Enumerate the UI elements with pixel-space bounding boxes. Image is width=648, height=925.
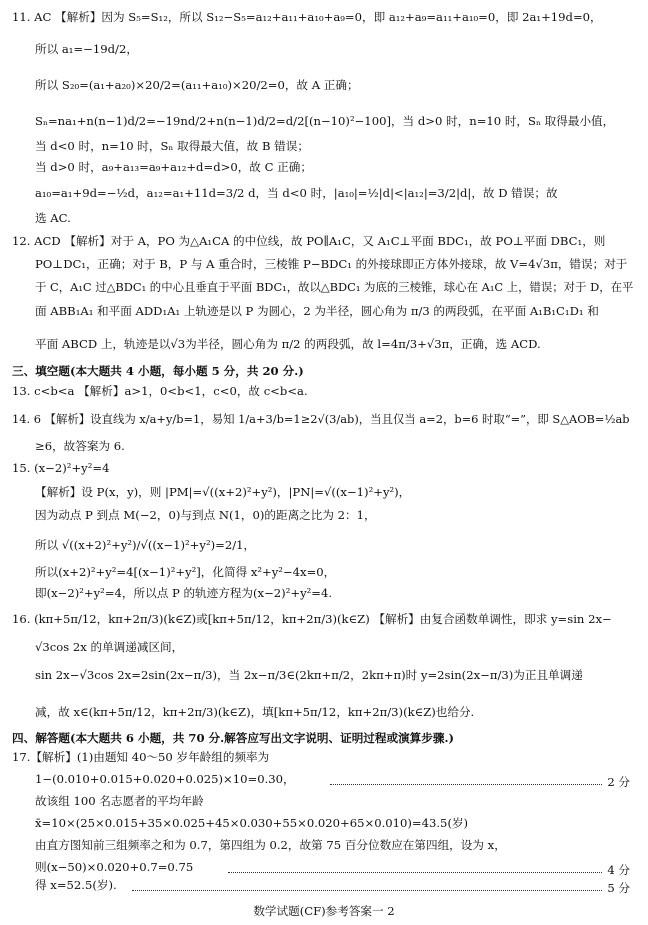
dotted-leader — [228, 872, 602, 873]
text-line: a₁₀=a₁+9d=−½d，a₁₂=a₁+11d=3/2 d，当 d<0 时，|a₁₀|=½|d|<|a₁₂|=3/2|d|，故 D 错误；故 — [35, 186, 558, 200]
text-line: 所以(x+2)²+y²=4[(x−1)²+y²]，化简得 x²+y²−4x=0， — [35, 565, 336, 579]
text-line: 17.【解析】(1)由题知 40～50 岁年龄组的频率为 — [12, 750, 270, 764]
text-line: Sₙ=na₁+n(n−1)d/2=−19nd/2+n(n−1)d/2=d/2[(n−10)²−100]，当 d>0 时，n=10 时，Sₙ 取得最小值， — [35, 114, 615, 128]
text-line: 减，故 x∈(kπ+5π/12，kπ+2π/3)(k∈Z)，填[kπ+5π/12，kπ+2π/3)(k∈Z)也给分. — [35, 705, 475, 719]
text-line: 得 x=52.5(岁). — [35, 878, 117, 892]
score-label: 4 分 — [607, 863, 630, 877]
page-footer: 数学试题(CF)参考答案一 2 — [253, 904, 395, 918]
text-line: 面 ABB₁A₁ 和平面 ADD₁A₁ 上轨迹是以 P 为圆心，2 为半径，圆心角为 π/3 的两段弧，在平面 A₁B₁C₁D₁ 和 — [35, 304, 599, 318]
text-line: 即(x−2)²+y²=4，所以点 P 的轨迹方程为(x−2)²+y²=4. — [35, 586, 333, 600]
text-line: 16. (kπ+5π/12，kπ+2π/3)(k∈Z)或[kπ+5π/12，kπ+2π/3)(k∈Z) 【解析】由复合函数单调性，即求 y=sin 2x− — [12, 612, 612, 626]
dotted-leader — [132, 890, 602, 891]
text-line: 则(x−50)×0.020+0.7=0.75 — [35, 860, 194, 874]
text-line: PO⊥DC₁，正确；对于 B，P 与 A 重合时，三棱锥 P−BDC₁ 的外接球即正方体外接球，故 V=4√3π，错误；对于 — [35, 257, 628, 271]
text-line: 14. 6 【解析】设直线为 x/a+y/b=1，易知 1/a+3/b=1≥2√(3/ab)，当且仅当 a=2，b=6 时取“=”，即 S△AOB=½ab — [12, 412, 630, 426]
text-line: ≥6，故答案为 6. — [35, 439, 125, 453]
text-line: 15. (x−2)²+y²=4 — [12, 461, 110, 475]
text-line: 由直方图知前三组频率之和为 0.7，第四组为 0.2，故第 75 百分位数应在第四组，设为 x， — [35, 838, 506, 852]
text-line: 于 C，A₁C 过△BDC₁ 的中心且垂直于平面 BDC₁，故以△BDC₁ 为底的三棱锥，球心在 A₁C 上，错误；对于 D，在平 — [35, 280, 634, 294]
text-line: sin 2x−√3cos 2x=2sin(2x−π/3)，当 2x−π/3∈(2kπ+π/2，2kπ+π)时 y=2sin(2x−π/3)为正且单调递 — [35, 668, 583, 682]
text-line: 12. ACD 【解析】对于 A，PO 为△A₁CA 的中位线，故 PO∥A₁C，又 A₁C⊥平面 BDC₁，故 PO⊥平面 DBC₁，则 — [12, 234, 606, 248]
section-heading: 四、解答题(本大题共 6 小题，共 70 分.解答应写出文字说明、证明过程或演算步骤.) — [12, 731, 454, 745]
score-label: 5 分 — [607, 881, 630, 895]
text-line: 1−(0.010+0.015+0.020+0.025)×10=0.30， — [35, 772, 295, 786]
text-line: 11. AC 【解析】因为 S₅=S₁₂，所以 S₁₂−S₅=a₁₂+a₁₁+a₁₀+a₉=0，即 a₁₂+a₉=a₁₁+a₁₀=0，即 2a₁+19d=0， — [12, 10, 602, 24]
text-line: 所以 S₂₀=(a₁+a₂₀)×20/2=(a₁₁+a₁₀)×20/2=0，故 A 正确； — [35, 78, 359, 92]
text-line: 选 AC. — [35, 211, 71, 225]
section-heading: 三、填空题(本大题共 4 小题，每小题 5 分，共 20 分.) — [12, 364, 304, 378]
text-line: 所以 a₁=−19d/2， — [35, 42, 138, 56]
text-line: 【解析】设 P(x，y)，则 |PM|=√((x+2)²+y²)，|PN|=√((x−1)²+y²)， — [35, 485, 411, 499]
dotted-leader — [330, 784, 602, 785]
text-line: 故该组 100 名志愿者的平均年龄 — [35, 794, 204, 808]
score-label: 2 分 — [607, 775, 630, 789]
text-line: 当 d>0 时，a₉+a₁₃=a₉+a₁₂+d=d>0，故 C 正确； — [35, 160, 312, 174]
text-line: 平面 ABCD 上，轨迹是以√3为半径，圆心角为 π/2 的两段弧，故 l=4π/3+√3π，正确，选 ACD. — [35, 337, 541, 351]
text-line: 13. c<b<a 【解析】a>1，0<b<1，c<0，故 c<b<a. — [12, 384, 308, 398]
text-line: 所以 √((x+2)²+y²)/√((x−1)²+y²)=2/1， — [35, 538, 256, 552]
text-line: √3cos 2x 的单调递减区间， — [35, 640, 184, 654]
text-line: x̄=10×(25×0.015+35×0.025+45×0.030+55×0.020+65×0.010)=43.5(岁) — [35, 816, 469, 830]
text-line: 当 d<0 时，n=10 时，Sₙ 取得最大值，故 B 错误； — [35, 139, 309, 153]
text-line: 因为动点 P 到点 M(−2，0)与到点 N(1，0)的距离之比为 2：1， — [35, 508, 376, 522]
